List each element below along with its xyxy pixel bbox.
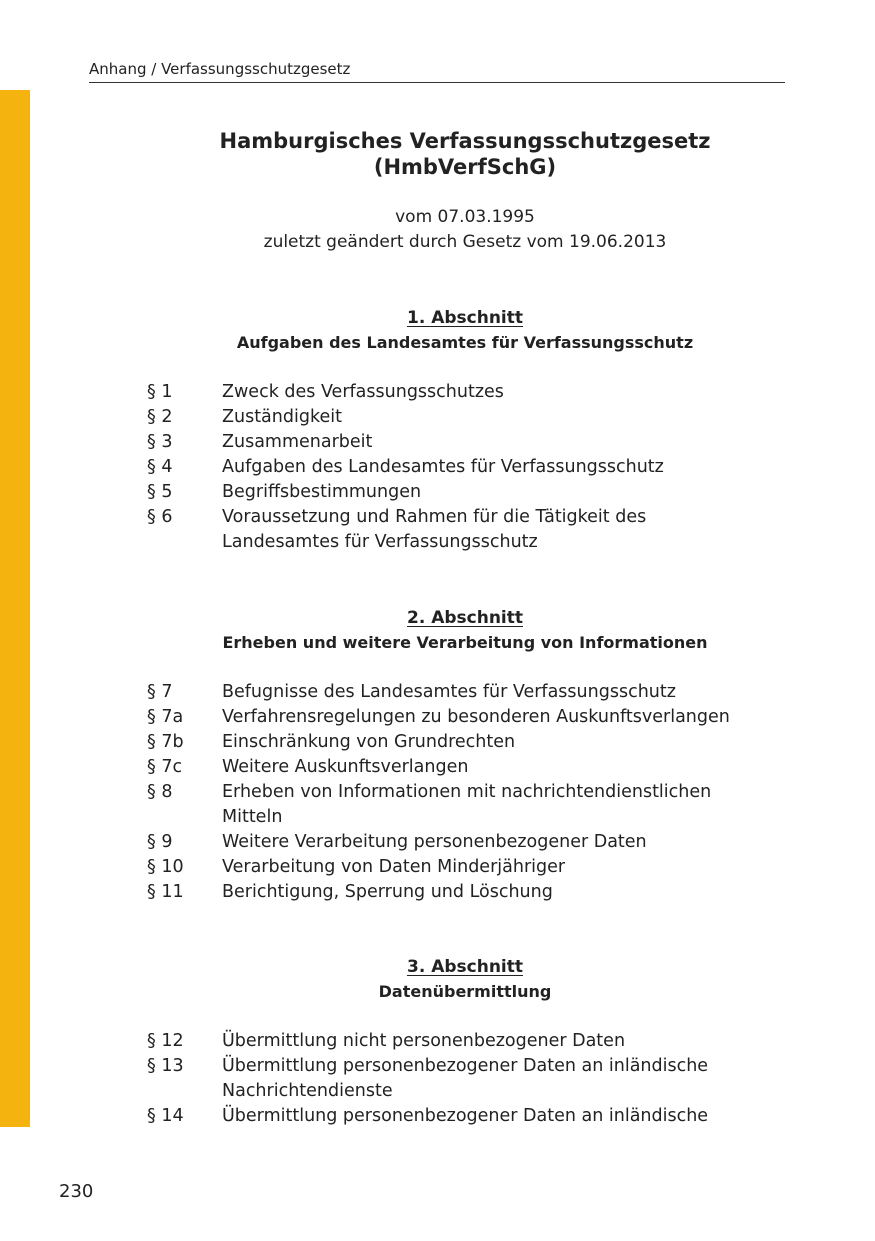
toc-entry [147,680,787,705]
section-3-title: Datenübermittlung [378,982,552,1001]
paragraph-number: § 11 [147,882,184,902]
toc-entry [147,780,787,830]
paragraph-number: § 7 [147,682,173,702]
running-head: Anhang / Verfassungsschutzgesetz [89,58,785,83]
document-title-line-2: (HmbVerfSchG) [373,155,557,179]
toc-entry [147,705,787,730]
document-title [90,128,840,180]
paragraph-title: Befugnisse des Landesamtes für Verfassungsschutz [222,682,676,702]
paragraph-number: § 6 [147,507,173,527]
paragraph-title: Begriffsbestimmungen [222,482,422,502]
paragraph-number: § 2 [147,407,173,427]
toc-entry [147,505,787,555]
paragraph-number: § 9 [147,832,173,852]
paragraph-number: § 7b [147,732,184,752]
paragraph-title: Weitere Auskunftsverlangen [222,757,469,777]
paragraph-title: Zweck des Verfassungsschutzes [222,382,504,402]
paragraph-number: § 7a [147,707,184,727]
toc-entry [147,1104,787,1129]
date-line: vom 07.03.1995 [395,207,535,227]
section-1-title: Aufgaben des Landesamtes für Verfassungsschutz [236,333,694,352]
paragraph-number: § 1 [147,382,173,402]
paragraph-title: Berichtigung, Sperrung und Löschung [222,882,553,902]
toc-entry [147,730,787,755]
paragraph-title: Einschränkung von Grundrechten [222,732,516,752]
paragraph-title: Verarbeitung von Daten Minderjähriger [222,857,566,877]
amended-line: zuletzt geändert durch Gesetz vom 19.06.2013 [263,232,667,252]
paragraph-number: § 3 [147,432,173,452]
section-2-number: 2. Abschnitt [406,608,523,628]
paragraph-number: § 5 [147,482,173,502]
accent-side-bar [0,90,30,1127]
section-1-toc [147,380,787,555]
paragraph-number: § 8 [147,782,173,802]
paragraph-number: § 7c [147,757,183,777]
toc-entry [147,480,787,505]
section-2-title: Erheben und weitere Verarbeitung von Informationen [222,633,708,652]
toc-entry [147,755,787,780]
section-3-toc [147,1029,787,1129]
paragraph-number: § 10 [147,857,184,877]
paragraph-title: Voraussetzung und Rahmen für die Tätigkeit des Landesamtes für Verfassungsschutz [222,507,647,552]
toc-entry [147,455,787,480]
paragraph-number: § 13 [147,1056,184,1076]
section-1-number: 1. Abschnitt [406,308,523,328]
paragraph-title: Übermittlung personenbezogener Daten an inländische [222,1106,709,1126]
paragraph-number: § 4 [147,457,173,477]
paragraph-number: § 12 [147,1031,184,1051]
toc-entry [147,380,787,405]
toc-entry [147,830,787,855]
paragraph-title: Übermittlung nicht personenbezogener Daten [222,1031,626,1051]
page-number: 230 [59,1181,94,1202]
toc-entry [147,1029,787,1054]
paragraph-title: Erheben von Informationen mit nachrichtendienstlichen Mitteln [222,782,712,827]
toc-entry [147,880,787,905]
paragraph-number: § 14 [147,1106,184,1126]
paragraph-title: Zuständigkeit [222,407,342,427]
toc-entry [147,855,787,880]
paragraph-title: Verfahrensregelungen zu besonderen Auskunftsverlangen [222,707,730,727]
toc-entry [147,1054,787,1104]
document-title-line-1: Hamburgisches Verfassungsschutzgesetz [219,129,711,153]
section-3-number: 3. Abschnitt [406,957,523,977]
paragraph-title: Übermittlung personenbezogener Daten an inländische Nachrichtendienste [222,1056,709,1101]
section-2-toc [147,680,787,905]
paragraph-title: Zusammenarbeit [222,432,373,452]
toc-entry [147,430,787,455]
paragraph-title: Weitere Verarbeitung personenbezogener Daten [222,832,647,852]
toc-entry [147,405,787,430]
paragraph-title: Aufgaben des Landesamtes für Verfassungsschutz [222,457,664,477]
